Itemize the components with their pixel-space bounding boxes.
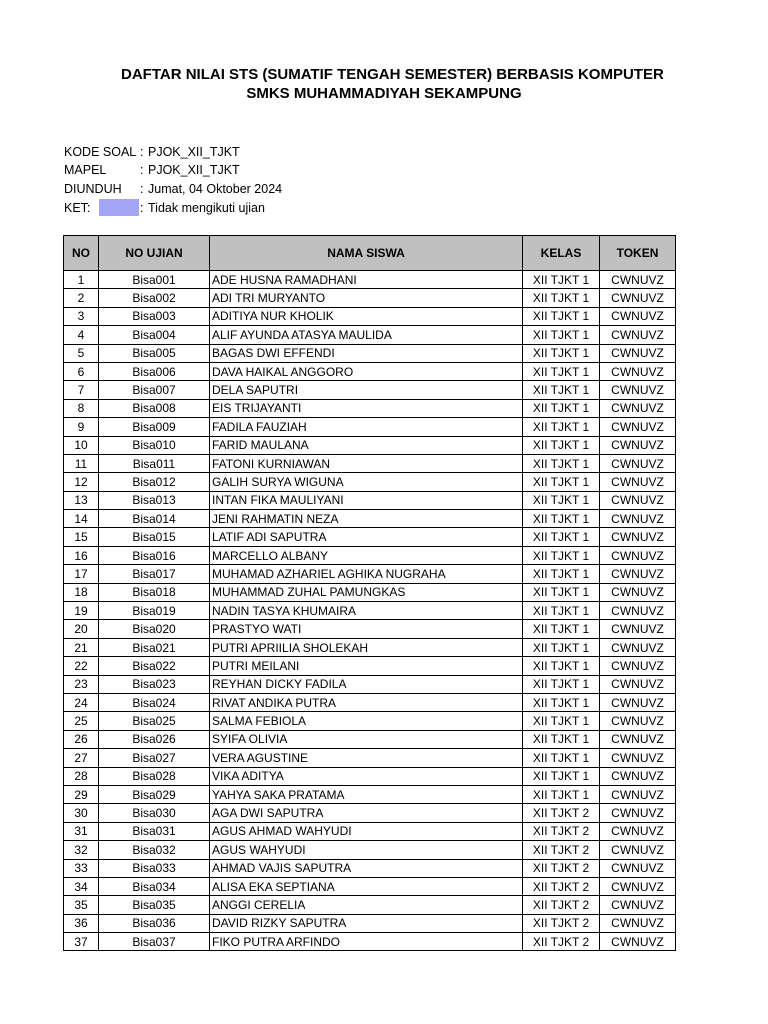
cell-no: 13 <box>64 491 99 509</box>
title-area <box>0 0 676 110</box>
cell-kelas: XII TJKT 1 <box>523 528 600 546</box>
cell-no-ujian: Bisa028 <box>99 767 210 785</box>
meta-mapel-label: MAPEL <box>64 163 107 177</box>
cell-no-ujian: Bisa036 <box>99 914 210 932</box>
meta-kode-label: KODE SOAL <box>64 145 137 159</box>
cell-token: CWNUVZ <box>600 675 676 693</box>
cell-token: CWNUVZ <box>600 804 676 822</box>
table-row <box>64 436 676 454</box>
cell-token: CWNUVZ <box>600 528 676 546</box>
table-row <box>64 289 676 307</box>
meta-mapel-value: PJOK_XII_TJKT <box>148 163 240 177</box>
cell-token: CWNUVZ <box>600 859 676 877</box>
cell-kelas: XII TJKT 2 <box>523 877 600 895</box>
table-row <box>64 546 676 564</box>
cell-nama-siswa: ALIF AYUNDA ATASYA MAULIDA <box>210 326 523 344</box>
cell-kelas: XII TJKT 1 <box>523 271 600 289</box>
table-row <box>64 454 676 472</box>
cell-no-ujian: Bisa012 <box>99 473 210 491</box>
cell-kelas: XII TJKT 1 <box>523 583 600 601</box>
cell-nama-siswa: BAGAS DWI EFFENDI <box>210 344 523 362</box>
cell-nama-siswa: AGUS WAHYUDI <box>210 841 523 859</box>
cell-no-ujian: Bisa029 <box>99 785 210 803</box>
meta-diunduh-value: Jumat, 04 Oktober 2024 <box>148 182 283 196</box>
cell-no-ujian: Bisa037 <box>99 933 210 951</box>
cell-no: 20 <box>64 620 99 638</box>
cell-nama-siswa: RIVAT ANDIKA PUTRA <box>210 693 523 711</box>
table-row <box>64 473 676 491</box>
cell-no-ujian: Bisa023 <box>99 675 210 693</box>
cell-no-ujian: Bisa022 <box>99 657 210 675</box>
cell-kelas: XII TJKT 1 <box>523 491 600 509</box>
cell-nama-siswa: REYHAN DICKY FADILA <box>210 675 523 693</box>
cell-no-ujian: Bisa017 <box>99 565 210 583</box>
column-header-token: TOKEN <box>600 236 676 271</box>
cell-kelas: XII TJKT 2 <box>523 933 600 951</box>
cell-no: 24 <box>64 693 99 711</box>
table-row <box>64 767 676 785</box>
cell-no: 30 <box>64 804 99 822</box>
cell-token: CWNUVZ <box>600 546 676 564</box>
cell-nama-siswa: MUHAMAD AZHARIEL AGHIKA NUGRAHA <box>210 565 523 583</box>
cell-no-ujian: Bisa034 <box>99 877 210 895</box>
cell-token: CWNUVZ <box>600 565 676 583</box>
cell-no: 11 <box>64 454 99 472</box>
cell-nama-siswa: DAVID RIZKY SAPUTRA <box>210 914 523 932</box>
cell-no-ujian: Bisa007 <box>99 381 210 399</box>
table-row <box>64 657 676 675</box>
meta-mapel-separator: : <box>140 163 144 177</box>
cell-kelas: XII TJKT 1 <box>523 675 600 693</box>
table-row <box>64 510 676 528</box>
cell-no-ujian: Bisa004 <box>99 326 210 344</box>
cell-no: 35 <box>64 896 99 914</box>
table-row <box>64 804 676 822</box>
cell-token: CWNUVZ <box>600 418 676 436</box>
meta-diunduh <box>64 180 282 198</box>
cell-nama-siswa: NADIN TASYA KHUMAIRA <box>210 602 523 620</box>
table-row <box>64 528 676 546</box>
table-row <box>64 877 676 895</box>
cell-no-ujian: Bisa016 <box>99 546 210 564</box>
cell-no-ujian: Bisa025 <box>99 712 210 730</box>
table-row <box>64 785 676 803</box>
cell-token: CWNUVZ <box>600 491 676 509</box>
table-row <box>64 675 676 693</box>
cell-token: CWNUVZ <box>600 583 676 601</box>
table-row <box>64 326 676 344</box>
cell-token: CWNUVZ <box>600 473 676 491</box>
cell-token: CWNUVZ <box>600 730 676 748</box>
cell-no: 37 <box>64 933 99 951</box>
cell-no-ujian: Bisa005 <box>99 344 210 362</box>
cell-no: 1 <box>64 271 99 289</box>
cell-no: 31 <box>64 822 99 840</box>
cell-nama-siswa: MARCELLO ALBANY <box>210 546 523 564</box>
cell-token: CWNUVZ <box>600 326 676 344</box>
cell-token: CWNUVZ <box>600 712 676 730</box>
cell-token: CWNUVZ <box>600 620 676 638</box>
cell-token: CWNUVZ <box>600 454 676 472</box>
cell-kelas: XII TJKT 1 <box>523 693 600 711</box>
cell-nama-siswa: PRASTYO WATI <box>210 620 523 638</box>
meta-kode-soal <box>64 143 240 161</box>
cell-token: CWNUVZ <box>600 271 676 289</box>
cell-no: 7 <box>64 381 99 399</box>
cell-no: 8 <box>64 399 99 417</box>
meta-ket-value: Tidak mengikuti ujian <box>148 201 265 215</box>
table-row <box>64 730 676 748</box>
table-row <box>64 418 676 436</box>
cell-no: 5 <box>64 344 99 362</box>
cell-no-ujian: Bisa013 <box>99 491 210 509</box>
cell-nama-siswa: ADI TRI MURYANTO <box>210 289 523 307</box>
table-row <box>64 399 676 417</box>
cell-kelas: XII TJKT 1 <box>523 362 600 380</box>
cell-nama-siswa: AGA DWI SAPUTRA <box>210 804 523 822</box>
cell-no: 29 <box>64 785 99 803</box>
cell-nama-siswa: ADITIYA NUR KHOLIK <box>210 307 523 325</box>
cell-no-ujian: Bisa006 <box>99 362 210 380</box>
cell-kelas: XII TJKT 2 <box>523 804 600 822</box>
cell-nama-siswa: ANGGI CERELIA <box>210 896 523 914</box>
cell-no: 33 <box>64 859 99 877</box>
cell-no-ujian: Bisa019 <box>99 602 210 620</box>
table-row <box>64 693 676 711</box>
cell-nama-siswa: EIS TRIJAYANTI <box>210 399 523 417</box>
table-row <box>64 933 676 951</box>
school-name: SMKS MUHAMMADIYAH SEKAMPUNG <box>246 85 522 102</box>
cell-kelas: XII TJKT 1 <box>523 712 600 730</box>
cell-nama-siswa: AGUS AHMAD WAHYUDI <box>210 822 523 840</box>
cell-nama-siswa: FARID MAULANA <box>210 436 523 454</box>
cell-token: CWNUVZ <box>600 693 676 711</box>
cell-token: CWNUVZ <box>600 749 676 767</box>
table-row <box>64 362 676 380</box>
cell-kelas: XII TJKT 1 <box>523 657 600 675</box>
cell-nama-siswa: LATIF ADI SAPUTRA <box>210 528 523 546</box>
cell-kelas: XII TJKT 1 <box>523 510 600 528</box>
cell-no-ujian: Bisa024 <box>99 693 210 711</box>
cell-no-ujian: Bisa009 <box>99 418 210 436</box>
cell-kelas: XII TJKT 1 <box>523 785 600 803</box>
table-row <box>64 381 676 399</box>
cell-kelas: XII TJKT 1 <box>523 565 600 583</box>
table-row <box>64 602 676 620</box>
cell-no-ujian: Bisa011 <box>99 454 210 472</box>
cell-no-ujian: Bisa002 <box>99 289 210 307</box>
cell-nama-siswa: AHMAD VAJIS SAPUTRA <box>210 859 523 877</box>
cell-no: 22 <box>64 657 99 675</box>
cell-nama-siswa: MUHAMMAD ZUHAL PAMUNGKAS <box>210 583 523 601</box>
cell-token: CWNUVZ <box>600 307 676 325</box>
cell-token: CWNUVZ <box>600 841 676 859</box>
table-row <box>64 859 676 877</box>
cell-no: 17 <box>64 565 99 583</box>
cell-kelas: XII TJKT 1 <box>523 749 600 767</box>
cell-kelas: XII TJKT 1 <box>523 399 600 417</box>
column-header-kelas: KELAS <box>523 236 600 271</box>
meta-diunduh-separator: : <box>140 182 144 196</box>
cell-nama-siswa: FATONI KURNIAWAN <box>210 454 523 472</box>
cell-no-ujian: Bisa033 <box>99 859 210 877</box>
meta-ket <box>64 199 265 217</box>
cell-no: 9 <box>64 418 99 436</box>
document-title: DAFTAR NILAI STS (SUMATIF TENGAH SEMESTER) BERBASIS KOMPUTER <box>121 66 664 83</box>
cell-no-ujian: Bisa018 <box>99 583 210 601</box>
cell-no-ujian: Bisa030 <box>99 804 210 822</box>
cell-nama-siswa: FIKO PUTRA ARFINDO <box>210 933 523 951</box>
cell-nama-siswa: VIKA ADITYA <box>210 767 523 785</box>
cell-nama-siswa: PUTRI MEILANI <box>210 657 523 675</box>
meta-mapel <box>64 161 240 179</box>
cell-no-ujian: Bisa035 <box>99 896 210 914</box>
cell-no: 21 <box>64 638 99 656</box>
cell-token: CWNUVZ <box>600 933 676 951</box>
cell-no: 18 <box>64 583 99 601</box>
cell-token: CWNUVZ <box>600 822 676 840</box>
cell-no: 27 <box>64 749 99 767</box>
cell-no: 16 <box>64 546 99 564</box>
cell-token: CWNUVZ <box>600 877 676 895</box>
cell-no-ujian: Bisa020 <box>99 620 210 638</box>
cell-token: CWNUVZ <box>600 510 676 528</box>
cell-kelas: XII TJKT 1 <box>523 344 600 362</box>
cell-nama-siswa: PUTRI APRIILIA SHOLEKAH <box>210 638 523 656</box>
cell-nama-siswa: GALIH SURYA WIGUNA <box>210 473 523 491</box>
table-row <box>64 344 676 362</box>
meta-kode-value: PJOK_XII_TJKT <box>148 145 240 159</box>
cell-kelas: XII TJKT 1 <box>523 767 600 785</box>
cell-kelas: XII TJKT 1 <box>523 436 600 454</box>
cell-kelas: XII TJKT 2 <box>523 896 600 914</box>
cell-token: CWNUVZ <box>600 289 676 307</box>
cell-token: CWNUVZ <box>600 602 676 620</box>
table-row <box>64 749 676 767</box>
cell-nama-siswa: FADILA FAUZIAH <box>210 418 523 436</box>
table-header-row <box>64 236 676 271</box>
cell-no-ujian: Bisa021 <box>99 638 210 656</box>
cell-kelas: XII TJKT 1 <box>523 620 600 638</box>
cell-no-ujian: Bisa010 <box>99 436 210 454</box>
meta-ket-separator: : <box>140 201 144 215</box>
cell-nama-siswa: SALMA FEBIOLA <box>210 712 523 730</box>
cell-no-ujian: Bisa008 <box>99 399 210 417</box>
cell-token: CWNUVZ <box>600 399 676 417</box>
cell-no: 6 <box>64 362 99 380</box>
cell-nama-siswa: VERA AGUSTINE <box>210 749 523 767</box>
column-header-no-ujian: NO UJIAN <box>99 236 210 271</box>
cell-kelas: XII TJKT 1 <box>523 307 600 325</box>
cell-token: CWNUVZ <box>600 436 676 454</box>
table-row <box>64 491 676 509</box>
cell-kelas: XII TJKT 2 <box>523 859 600 877</box>
cell-kelas: XII TJKT 2 <box>523 914 600 932</box>
cell-no: 12 <box>64 473 99 491</box>
cell-nama-siswa: JENI RAHMATIN NEZA <box>210 510 523 528</box>
cell-kelas: XII TJKT 1 <box>523 326 600 344</box>
cell-no-ujian: Bisa032 <box>99 841 210 859</box>
cell-nama-siswa: INTAN FIKA MAULIYANI <box>210 491 523 509</box>
cell-no: 23 <box>64 675 99 693</box>
cell-no: 32 <box>64 841 99 859</box>
table-row <box>64 896 676 914</box>
cell-no: 25 <box>64 712 99 730</box>
table-row <box>64 620 676 638</box>
cell-token: CWNUVZ <box>600 638 676 656</box>
table-row <box>64 822 676 840</box>
cell-kelas: XII TJKT 1 <box>523 454 600 472</box>
cell-no: 19 <box>64 602 99 620</box>
cell-nama-siswa: YAHYA SAKA PRATAMA <box>210 785 523 803</box>
cell-no: 2 <box>64 289 99 307</box>
cell-kelas: XII TJKT 1 <box>523 289 600 307</box>
cell-kelas: XII TJKT 2 <box>523 841 600 859</box>
grades-table <box>63 235 676 951</box>
cell-no-ujian: Bisa015 <box>99 528 210 546</box>
cell-kelas: XII TJKT 1 <box>523 473 600 491</box>
cell-token: CWNUVZ <box>600 914 676 932</box>
cell-kelas: XII TJKT 1 <box>523 638 600 656</box>
meta-kode-separator: : <box>140 145 144 159</box>
cell-token: CWNUVZ <box>600 785 676 803</box>
cell-no: 34 <box>64 877 99 895</box>
cell-nama-siswa: SYIFA OLIVIA <box>210 730 523 748</box>
table-row <box>64 638 676 656</box>
cell-no-ujian: Bisa014 <box>99 510 210 528</box>
cell-no: 36 <box>64 914 99 932</box>
cell-no-ujian: Bisa027 <box>99 749 210 767</box>
meta-diunduh-label: DIUNDUH <box>64 182 122 196</box>
column-header-nama-siswa: NAMA SISWA <box>210 236 523 271</box>
cell-no: 10 <box>64 436 99 454</box>
cell-nama-siswa: ADE HUSNA RAMADHANI <box>210 271 523 289</box>
cell-token: CWNUVZ <box>600 657 676 675</box>
cell-no-ujian: Bisa026 <box>99 730 210 748</box>
meta-ket-label: KET: <box>64 201 91 215</box>
cell-no-ujian: Bisa031 <box>99 822 210 840</box>
table-row <box>64 565 676 583</box>
cell-no: 15 <box>64 528 99 546</box>
cell-no: 4 <box>64 326 99 344</box>
cell-nama-siswa: ALISA EKA SEPTIANA <box>210 877 523 895</box>
cell-nama-siswa: DAVA HAIKAL ANGGORO <box>210 362 523 380</box>
cell-no: 3 <box>64 307 99 325</box>
cell-kelas: XII TJKT 2 <box>523 822 600 840</box>
cell-kelas: XII TJKT 1 <box>523 546 600 564</box>
cell-nama-siswa: DELA SAPUTRI <box>210 381 523 399</box>
cell-no: 28 <box>64 767 99 785</box>
cell-no-ujian: Bisa001 <box>99 271 210 289</box>
cell-token: CWNUVZ <box>600 362 676 380</box>
cell-kelas: XII TJKT 1 <box>523 602 600 620</box>
table-body <box>64 271 676 951</box>
cell-token: CWNUVZ <box>600 767 676 785</box>
table-row <box>64 271 676 289</box>
cell-no-ujian: Bisa003 <box>99 307 210 325</box>
cell-kelas: XII TJKT 1 <box>523 730 600 748</box>
cell-token: CWNUVZ <box>600 381 676 399</box>
cell-token: CWNUVZ <box>600 896 676 914</box>
column-header-no: NO <box>64 236 99 271</box>
table-row <box>64 914 676 932</box>
table-row <box>64 841 676 859</box>
cell-no: 14 <box>64 510 99 528</box>
cell-kelas: XII TJKT 1 <box>523 418 600 436</box>
cell-no: 26 <box>64 730 99 748</box>
cell-kelas: XII TJKT 1 <box>523 381 600 399</box>
cell-token: CWNUVZ <box>600 344 676 362</box>
table-row <box>64 307 676 325</box>
table-row <box>64 583 676 601</box>
table-row <box>64 712 676 730</box>
